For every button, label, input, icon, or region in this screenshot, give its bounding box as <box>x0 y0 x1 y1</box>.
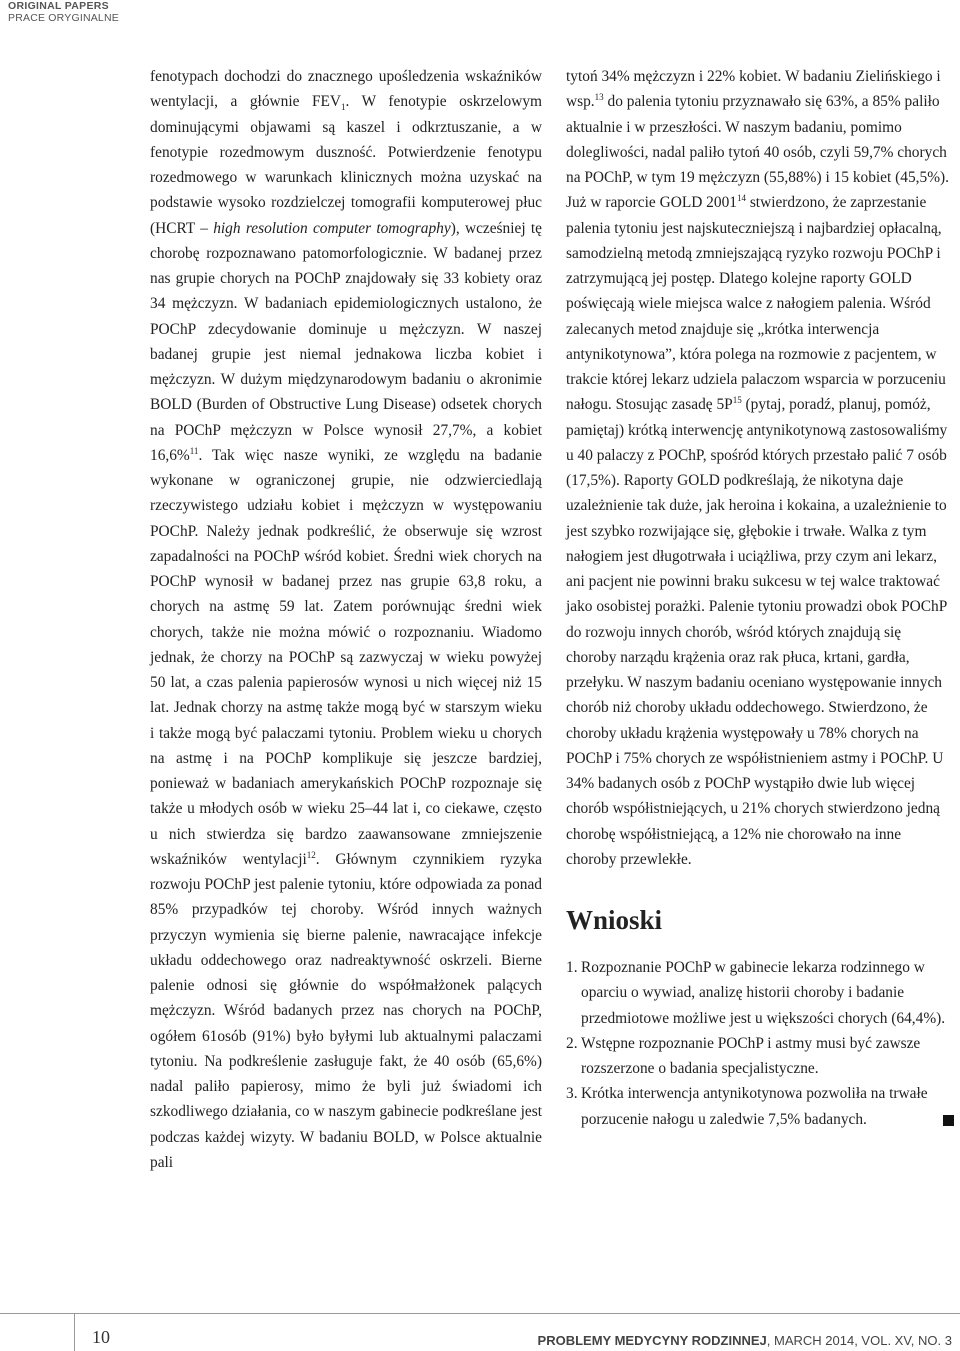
footer-divider-tick <box>74 1313 75 1351</box>
footer-divider <box>0 1313 960 1314</box>
right-column <box>566 64 954 1132</box>
header-section-en: ORIGINAL PAPERS <box>8 0 109 12</box>
page-number: 10 <box>92 1327 110 1347</box>
citation-12: 12 <box>306 849 316 860</box>
list-item <box>566 955 954 1031</box>
subscript: 1 <box>341 102 346 113</box>
italic-term: high resolution computer tomography <box>213 219 451 237</box>
citation-14: 14 <box>736 193 746 204</box>
left-column <box>150 64 542 1175</box>
right-body-paragraph: tytoń 34% mężczyzn i 22% kobiet. W badaniu Zielińskiego i wsp.$^{13}$ do palenia tytoniu przyznawało się 63%, a 85% paliło aktualnie i w przeszłości. W naszym badaniu, pomimo dolegliwości, nadal paliło tytoń 40 osób, czyli 59,7% chorych na POChP, w tym 19 mężczyzn (55,88%) i 15 kobiet (45,5%). Już w raporcie GOLD 2001$^{14}$ stwierdzono, że zaprzestanie palenia tytoniu jest najskuteczniejszą i najbardziej opłacalną, samodzielną metodą zmniejszającą ryzyko rozwoju POChP i zatrzymującą jej postęp. Dlatego kolejne raporty GOLD poświęcają wiele miejsca walce z nałogiem palenia. Wśród zalecanych metod znajduje się „krótka interwencja antynikotynowa”, która polega na rozmowie z pacjentem, w trakcie której lekarz udziela palaczom wsparcia w porzuceniu nałogu. Stosując zasadę $5P^{15}$ (pytaj, poradź, planuj, pomóż, pamiętaj) krótką interwencję antynikotynową zastosowaliśmy u 40 palaczy z POChP, spośród których przestało palić 7 osób (17,5%). Raporty GOLD podkreślają, że nikotyna daje uzależnienie tak duże, jak heroina i kokaina, a uzależnienie to jest szybko rozwijające się, głębokie i trwałe. Walka z tym nałogiem jest długotrwała i uciążliwa, przy czym ani lekarz, ani pacjent nie powinni braku sukcesu w tej walce traktować jako osobistej porażki. Palenie tytoniu prowadzi obok POChP do rozwoju innych chorób, wśród których znajdują się choroby narządu krążenia oraz rak płuca, krtani, gardła, przełyku. W naszym badaniu oceniano występowanie innych chorób niż choroby układu oddechowego. Stwierdzono, że choroby układu krążenia występowały u 78% chorych na POChP i 75% chorych ze współistnieniem astmy i POChP. U 34% badanych osób z POChP wystąpiło dwie lub więcej chorób współistniejących, u 21% chorych stwierdzono jedną chorobę współistniejącą, a 12% nie chorowało na inne choroby przewlekłe. <box>566 68 949 868</box>
list-item <box>566 1031 954 1082</box>
section-heading-wnioski: Wnioski <box>566 905 663 935</box>
list-text: Rozpoznanie POChP w gabinecie lekarza rodzinnego w oparciu o wywiad, analizę historii choroby i badanie przedmiotowe możliwe jest u większości chorych (64,4%). <box>581 959 946 1027</box>
left-body-paragraph: fenotypach dochodzi do znacznego upośledzenia wskaźników wentylacji, a głównie $FEV_1$. W fenotypie oskrzelowym dominującymi objawami są kaszel i odkrztuszanie, a w fenotypie rozedmowym duszność. Potwierdzenie fenotypu rozedmowego w warunkach klinicznych można uzyskać na podstawie wysoko rozdzielczej tomografii komputerowej płuc (HCRT – high resolution computer tomography), wcześniej tę chorobę rozpoznawano patomorfologicznie. W badanej przez nas grupie chorych na POChP znajdowały się 33 kobiety oraz 34 mężczyzn. W badaniach epidemiologicznych ustalono, że POChP zdecydowanie dominuje u mężczyzn. W naszej badanej grupie jest niemal jednakowa liczba kobiet i mężczyzn. W dużym międzynarodowym badaniu o akronimie BOLD (Burden of Obstructive Lung Disease) odsetek chorych na POChP mężczyzn w Polsce wynosił 27,7%, a kobiet 16,6%$^{11}$. Tak więc nasze wyniki, ze względu na badanie wykonane w ograniczonej grupie, nie odzwierciedlają rzeczywistego udziału kobiet i mężczyzn w występowaniu POChP. Należy jednak podkreślić, że obserwuje się wzrost zapadalności na POChP wśród kobiet. Średni wiek chorych na POChP wynosił w badanej przez nas grupie 63,8 roku, a chorych na astmę 59 lat. Zatem porównując średni wiek chorych, także nie można mówić o rozpoznaniu. Wiadomo jednak, że chorzy na POChP są zazwyczaj w wieku powyżej 50 lat, a czas palenia papierosów wynosi u nich więcej niż 15 lat. Jednak chorzy na astmę także mogą być w starszym wieku i także mogą być palaczami tytoniu. Problem wieku u chorych na astmę i na POChP komplikuje się jeszcze bardziej, ponieważ w badaniach amerykańskich POChP rozpoznaje się także u młodych osób w wieku 25–44 lat i, co ciekawe, często u nich stwierdza się bardzo zaawansowane zmniejszenie wskaźników wentylacji$^{12}$. Głównym czynnikiem ryzyka rozwoju POChP jest palenie tytoniu, które odpowiada za ponad 85% przypadków tej choroby. Wśród innych ważnych przyczyn wymienia się bierne palenie, nawracające infekcje układu oddechowego oraz nadreaktywność oskrzeli. Bierne palenie odnosi się głównie do współmałżonek palących mężczyzn. Wśród badanych przez nas chorych na POChP, ogółem 61osób (91%) było byłymi lub aktualnymi palaczami tytoniu. Na podkreślenie zasługuje fakt, że 40 osób (65,6%) nadal paliło papierosy, mimo że byli już świadomi ich szkodliwego działania, co w naszym gabinecie podkreślane jest podczas każdej wizyty. W badaniu BOLD, w Polsce aktualnie pali <box>150 68 543 1171</box>
list-number: 2. <box>566 1034 578 1052</box>
list-number: 1. <box>566 959 578 976</box>
conclusions-list <box>566 955 954 1132</box>
list-text: Wstępne rozpoznanie POChP i astmy musi być zawsze rozszerzone o badania specjalistyczne. <box>581 1034 921 1077</box>
header-section-pl: PRACE ORYGINALNE <box>8 12 119 24</box>
journal-citation <box>538 1333 952 1348</box>
journal-issue: , MARCH 2014, VOL. XV, NO. 3 <box>766 1333 952 1348</box>
list-number: 3. <box>566 1085 578 1103</box>
list-text: Krótka interwencja antynikotynowa pozwoliła na trwałe porzucenie nałogu u zaledwie 7,5% badanych. <box>581 1085 928 1128</box>
citation-11: 11 <box>189 445 199 456</box>
citation-13: 13 <box>594 92 604 103</box>
running-header <box>8 0 119 24</box>
end-of-article-mark <box>943 1115 954 1126</box>
citation-15: 15 <box>732 395 742 406</box>
journal-name: PROBLEMY MEDYCYNY RODZINNEJ <box>537 1333 767 1348</box>
list-item <box>566 1081 954 1132</box>
